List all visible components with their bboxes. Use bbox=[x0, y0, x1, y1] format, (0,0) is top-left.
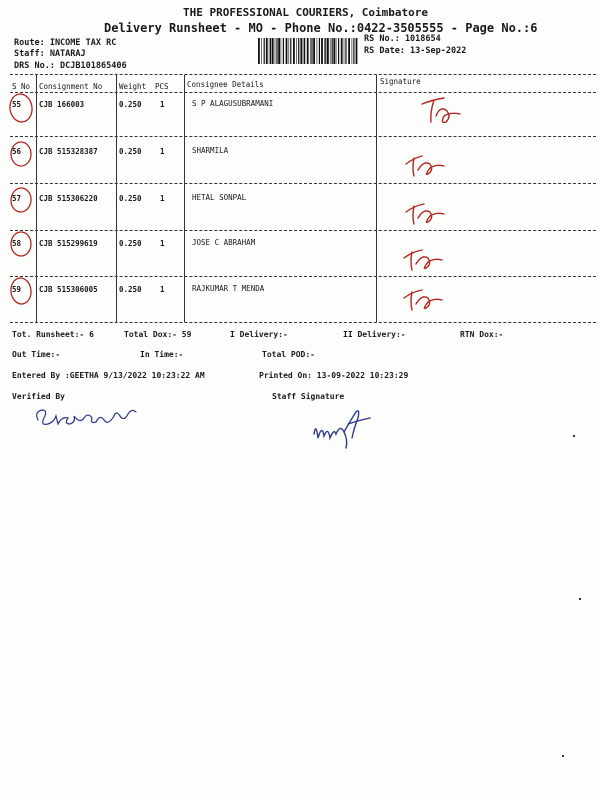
entered-by: Entered By :GEETHA 9/13/2022 10:23:22 AM bbox=[12, 371, 205, 380]
barcode-bar bbox=[298, 38, 299, 64]
col-header-signature: Signature bbox=[380, 77, 421, 86]
row-consignment: CJB 515306005 bbox=[39, 285, 98, 294]
divider bbox=[10, 183, 596, 184]
row-consignee: RAJKUMAR T MENDA bbox=[192, 284, 265, 293]
barcode-bar bbox=[332, 38, 333, 64]
barcode-bar bbox=[270, 38, 271, 64]
barcode-bar bbox=[276, 38, 277, 64]
row-consignee: HETAL SONPAL bbox=[192, 193, 247, 202]
route-label: Route: INCOME TAX RC bbox=[14, 38, 117, 48]
scan-speck bbox=[573, 435, 575, 437]
verified-by-signature bbox=[28, 394, 168, 434]
rs-number: RS No.: 1018654 bbox=[364, 34, 441, 44]
col-header-weight: Weight bbox=[119, 82, 147, 91]
divider bbox=[10, 92, 596, 93]
barcode-bar bbox=[352, 38, 353, 64]
divider bbox=[10, 136, 596, 137]
col-header-consignment: Consignment No bbox=[39, 82, 103, 91]
col-header-consignee: Consignee Details bbox=[187, 80, 264, 89]
barcode-bar bbox=[275, 38, 276, 64]
total-pod: Total POD:- bbox=[262, 350, 315, 359]
row-sno: 57 bbox=[12, 194, 22, 203]
ii-delivery: II Delivery:- bbox=[343, 330, 406, 339]
barcode-bar bbox=[258, 38, 260, 64]
barcode-bar bbox=[336, 38, 337, 64]
i-delivery: I Delivery:- bbox=[230, 330, 288, 339]
barcode-bar bbox=[348, 38, 350, 64]
row-pcs: 1 bbox=[160, 100, 165, 109]
column-rule bbox=[376, 75, 377, 322]
barcode-bar bbox=[293, 38, 295, 64]
row-sno: 55 bbox=[12, 100, 22, 109]
out-time: Out Time:- bbox=[12, 350, 61, 359]
divider bbox=[10, 322, 596, 323]
row-sno: 58 bbox=[12, 239, 22, 248]
row-weight: 0.250 bbox=[119, 147, 142, 156]
row-weight: 0.250 bbox=[119, 100, 142, 109]
column-rule bbox=[116, 75, 117, 322]
scan-speck bbox=[579, 598, 581, 600]
barcode-bar bbox=[281, 38, 282, 64]
barcode-bar bbox=[344, 38, 345, 64]
verified-by-label: Verified By bbox=[12, 392, 65, 401]
barcode-bar bbox=[303, 38, 304, 64]
row-consignee: S P ALAGUSUBRAMANI bbox=[192, 99, 274, 108]
barcode-bar bbox=[310, 38, 311, 64]
column-rule bbox=[184, 75, 185, 322]
barcode-bar bbox=[317, 38, 318, 64]
barcode-bar bbox=[290, 38, 291, 64]
barcode-bar bbox=[356, 38, 358, 64]
row-weight: 0.250 bbox=[119, 285, 142, 294]
barcode-bar bbox=[353, 38, 354, 64]
rtn-dox: RTN Dox:- bbox=[460, 330, 504, 339]
barcode-bar bbox=[311, 38, 312, 64]
barcode-bar bbox=[283, 38, 284, 64]
total-runsheet: Tot. Runsheet:- 6 bbox=[12, 330, 94, 339]
row-consignment: CJB 515299619 bbox=[39, 239, 98, 248]
printed-on: Printed On: 13-09-2022 10:23:29 bbox=[259, 371, 409, 380]
barcode-bar bbox=[296, 38, 297, 64]
row-consignment: CJB 515328387 bbox=[39, 147, 98, 156]
barcode-bar bbox=[325, 38, 326, 64]
row-consignment: CJB 166003 bbox=[39, 100, 85, 109]
row-weight: 0.250 bbox=[119, 194, 142, 203]
drs-number: DRS No.: DCJB101865406 bbox=[14, 61, 127, 71]
barcode-bar bbox=[330, 38, 331, 64]
row-consignee: SHARMILA bbox=[192, 146, 229, 155]
staff-label: Staff: NATARAJ bbox=[14, 49, 86, 59]
col-header-pcs: PCS bbox=[155, 82, 169, 91]
barcode-bar bbox=[327, 38, 329, 64]
divider bbox=[10, 74, 596, 75]
staff-signature bbox=[308, 404, 378, 454]
row-sno: 56 bbox=[12, 147, 22, 156]
row-consignment: CJB 515306220 bbox=[39, 194, 98, 203]
row-weight: 0.250 bbox=[119, 239, 142, 248]
barcode bbox=[258, 38, 358, 64]
barcode-bar bbox=[338, 38, 339, 64]
barcode-bar bbox=[307, 38, 309, 64]
row-pcs: 1 bbox=[160, 194, 165, 203]
staff-signature-label: Staff Signature bbox=[272, 392, 345, 401]
rs-date: RS Date: 13-Sep-2022 bbox=[364, 46, 467, 56]
row-pcs: 1 bbox=[160, 239, 165, 248]
barcode-bar bbox=[345, 38, 346, 64]
row-sno: 59 bbox=[12, 285, 22, 294]
barcode-bar bbox=[278, 38, 280, 64]
company-title: THE PROFESSIONAL COURIERS, Coimbatore bbox=[183, 6, 429, 19]
barcode-bar bbox=[300, 38, 302, 64]
barcode-bar bbox=[341, 38, 343, 64]
delivery-signatures bbox=[400, 92, 470, 322]
sno-circle-marks bbox=[4, 92, 38, 322]
row-consignee: JOSE C ABRAHAM bbox=[192, 238, 256, 247]
col-header-sno: S No bbox=[12, 82, 31, 91]
scan-speck bbox=[562, 755, 564, 757]
divider bbox=[10, 276, 596, 277]
barcode-bar bbox=[324, 38, 325, 64]
barcode-bar bbox=[261, 38, 262, 64]
row-pcs: 1 bbox=[160, 285, 165, 294]
divider bbox=[10, 230, 596, 231]
in-time: In Time:- bbox=[140, 350, 184, 359]
barcode-bar bbox=[313, 38, 315, 64]
barcode-bar bbox=[269, 38, 270, 64]
barcode-bar bbox=[266, 38, 268, 64]
runsheet-title: Delivery Runsheet - MO - Phone No.:0422-3505555 - Page No.:6 bbox=[104, 21, 538, 35]
barcode-bar bbox=[319, 38, 320, 64]
barcode-bar bbox=[286, 38, 288, 64]
barcode-bar bbox=[321, 38, 323, 64]
barcode-bar bbox=[289, 38, 290, 64]
barcode-bar bbox=[333, 38, 335, 64]
barcode-bar bbox=[264, 38, 265, 64]
barcode-bar bbox=[304, 38, 305, 64]
total-dox: Total Dox:- 59 bbox=[124, 330, 192, 339]
barcode-bar bbox=[272, 38, 274, 64]
row-pcs: 1 bbox=[160, 147, 165, 156]
